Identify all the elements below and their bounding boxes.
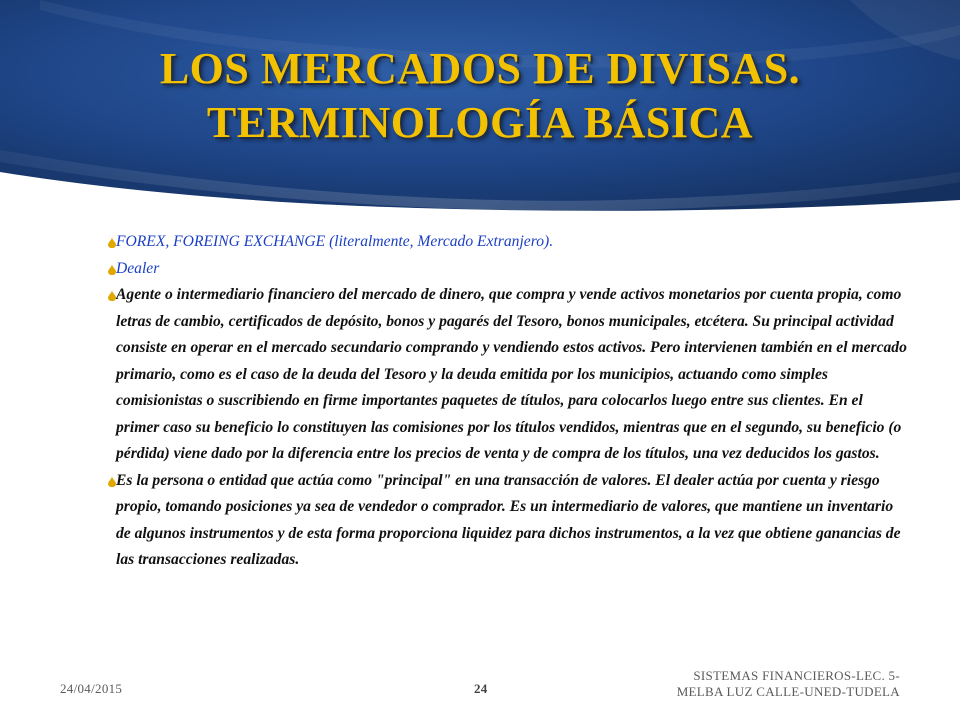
title-banner bbox=[0, 0, 960, 215]
bullet-text: Dealer bbox=[116, 259, 160, 277]
bullet-forex bbox=[108, 229, 908, 256]
footer-credit bbox=[677, 668, 900, 700]
bullet-principal bbox=[108, 468, 908, 574]
title-line-1: LOS MERCADOS DE DIVISAS. bbox=[159, 44, 801, 93]
bullet-agente bbox=[108, 282, 908, 468]
bullet-drop-icon bbox=[108, 476, 116, 487]
page-title bbox=[0, 42, 960, 150]
bullet-text: Agente o intermediario financiero del mercado de dinero, que compra y vende activos monetarios por cuenta propia, como letras de cambio, certificados de depósito, bonos y pagarés del Tesoro, bonos municipales, etcétera. Su principal actividad consiste en operar en el mercado secundario comprando y vendiendo estos activos. Pero intervienen también en el mercado primario, como es el caso de la deuda del Tesoro y la deuda emitida por los municipios, actuando como simples comisionistas o suscribiendo en firme importantes paquetes de títulos, para colocarlos luego entre sus clientes. En el primer caso su beneficio lo constituyen las comisiones por los títulos vendidos, mientras que en el segundo, su beneficio (o pérdida) viene dado por la diferencia entre los precios de venta y de compra de los títulos, una vez deducidos los gastos. bbox=[116, 286, 907, 462]
footer-credit-line-1: SISTEMAS FINANCIEROS-LEC. 5- bbox=[693, 668, 900, 683]
bullet-dealer bbox=[108, 256, 908, 283]
title-line-2: TERMINOLOGÍA BÁSICA bbox=[206, 98, 754, 147]
bullet-text: FOREX, FOREING EXCHANGE (literalmente, Mercado Extranjero). bbox=[116, 233, 554, 250]
page-number: 24 bbox=[474, 681, 488, 696]
footer-credit-line-2: MELBA LUZ CALLE-UNED-TUDELA bbox=[676, 684, 900, 699]
footer-date: 24/04/2015 bbox=[60, 681, 123, 696]
bullet-drop-icon bbox=[108, 237, 116, 248]
bullet-drop-icon bbox=[108, 290, 116, 301]
bullet-list bbox=[108, 229, 908, 574]
bullet-text: Es la persona o entidad que actúa como "principal" en una transacción de valores. El dealer actúa por cuenta y riesgo propio, tomando posiciones ya sea de vendedor o comprador. Es un intermediario de valores, que mantiene un inventario de algunos instrumentos y de esta forma proporciona liquidez para dichos instrumentos, a la vez que obtiene ganancias de las transacciones realizadas. bbox=[116, 471, 901, 568]
bullet-drop-icon bbox=[108, 264, 116, 275]
